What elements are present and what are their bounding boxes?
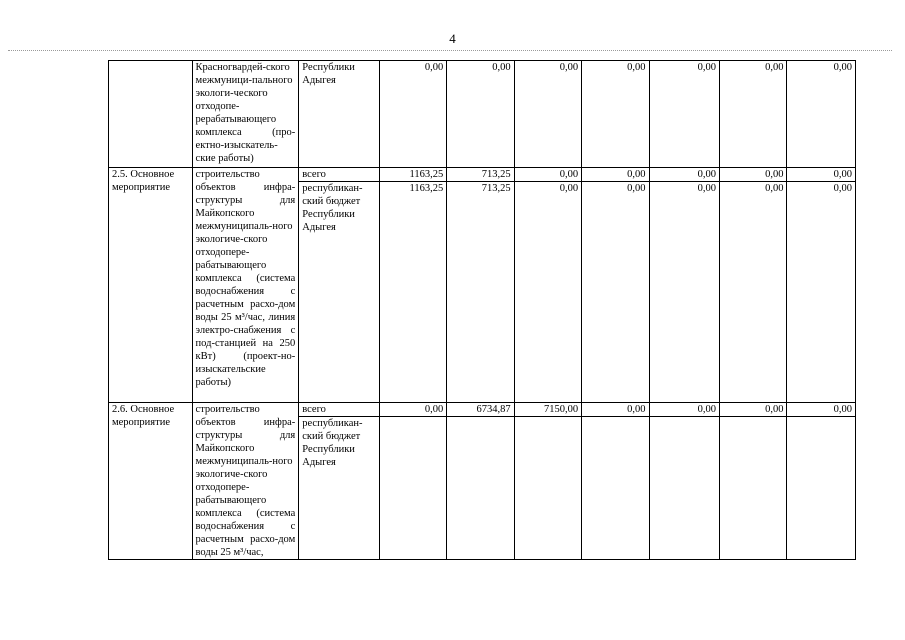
total-value-cell: 0,00 (582, 168, 649, 182)
value-cell: 0,00 (649, 182, 719, 403)
total-value-cell: 0,00 (582, 403, 649, 417)
total-value-cell: 6734,87 (447, 403, 514, 417)
value-cell (649, 417, 719, 560)
total-value-cell: 0,00 (649, 403, 719, 417)
value-cell: 0,00 (649, 61, 719, 168)
value-cell (514, 417, 581, 560)
value-cell (582, 417, 649, 560)
source-cell: республикан-ский бюджет Республики Адыгея (299, 417, 380, 560)
total-value-cell: 0,00 (379, 403, 446, 417)
total-label-cell: всего (299, 168, 380, 182)
value-cell: 0,00 (514, 61, 581, 168)
source-cell: республикан-ский бюджет Республики Адыгея (299, 182, 380, 403)
row-id-cell: 2.6. Основное мероприятие (109, 403, 193, 560)
description-cell: строительство объектов инфра-структуры для Майкопского межмуниципаль-ного экологиче-ского отходопере-рабатывающего комплекса (система водоснабжения с расчетным расхо-дом воды 25 м³/час, линия электро-снабжения с под-станцией на 250 кВт) (проект-но-изыскательские работы) (192, 168, 299, 403)
value-cell: 0,00 (379, 61, 446, 168)
value-cell: 1163,25 (379, 182, 446, 403)
value-cell (379, 417, 446, 560)
value-cell: 0,00 (582, 61, 649, 168)
total-value-cell: 0,00 (649, 168, 719, 182)
value-cell (447, 417, 514, 560)
scan-artifact-line (8, 50, 892, 51)
total-value-cell: 0,00 (720, 168, 787, 182)
total-value-cell: 1163,25 (379, 168, 446, 182)
total-value-cell: 0,00 (787, 168, 856, 182)
description-cell: Красногвардей-ского межмуници-пального экологи-ческого отходопе-рерабатывающего комплекса (про-ектно-изыскатель-ские работы) (192, 61, 299, 168)
value-cell: 0,00 (447, 61, 514, 168)
value-cell: 0,00 (787, 61, 856, 168)
row-id-cell: 2.5. Основное мероприятие (109, 168, 193, 403)
value-cell: 0,00 (787, 182, 856, 403)
table-row (109, 61, 856, 168)
table-row (109, 168, 856, 182)
total-value-cell: 0,00 (720, 403, 787, 417)
source-cell: Республики Адыгея (299, 61, 380, 168)
total-value-cell: 0,00 (514, 168, 581, 182)
table-row (109, 403, 856, 417)
total-value-cell: 7150,00 (514, 403, 581, 417)
budget-table (108, 60, 856, 560)
value-cell: 0,00 (582, 182, 649, 403)
value-cell (787, 417, 856, 560)
value-cell: 0,00 (720, 61, 787, 168)
description-cell: строительство объектов инфра-структуры для Майкопского межмуниципаль-ного экологиче-ского отходопере-рабатывающего комплекса (система водоснабжения с расчетным расхо-дом воды 25 м³/час, (192, 403, 299, 560)
row-id-cell (109, 61, 193, 168)
value-cell: 713,25 (447, 182, 514, 403)
total-label-cell: всего (299, 403, 380, 417)
total-value-cell: 713,25 (447, 168, 514, 182)
value-cell: 0,00 (514, 182, 581, 403)
total-value-cell: 0,00 (787, 403, 856, 417)
value-cell (720, 417, 787, 560)
value-cell: 0,00 (720, 182, 787, 403)
page-number: 4 (449, 31, 456, 46)
